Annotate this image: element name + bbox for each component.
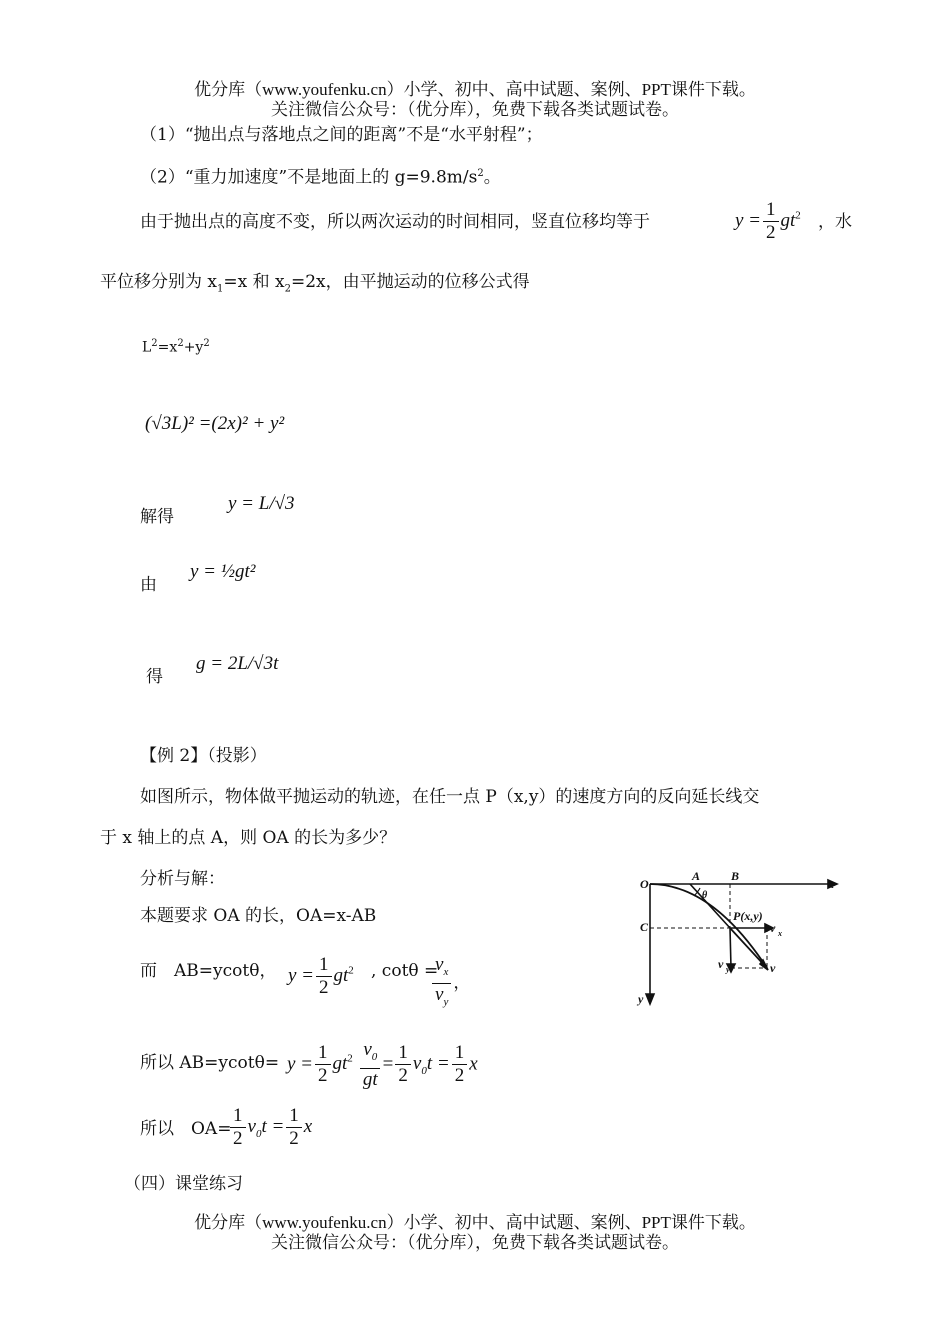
projectile-diagram bbox=[632, 868, 847, 1008]
label-y: y bbox=[638, 992, 644, 1006]
label-a: A bbox=[692, 869, 701, 883]
velocity-vy bbox=[730, 928, 731, 968]
suoyi-ab-label: 所以 AB=ycotθ= bbox=[140, 1053, 280, 1073]
velocity-v bbox=[730, 928, 765, 966]
analysis-label: 分析与解： bbox=[140, 869, 225, 889]
footer-line-1: 优分库（www.youfenku.cn）小学、初中、高中试题、案例、PPT课件下载。 bbox=[194, 1213, 756, 1233]
equation-l2: $L^2=x^2+y^2$ bbox=[142, 338, 210, 356]
formula-y-half-gt2-b: y = $\frac{1}{2}$ $gt^2$ bbox=[288, 954, 354, 998]
formula-vx-vy: $\frac{v_x}{v_y}$ ， bbox=[430, 955, 470, 1012]
para1-tail: ，水 bbox=[818, 212, 852, 232]
note-1: （1）“抛出点与落地点之间的距离”不是“水平射程”； bbox=[140, 125, 543, 145]
para1-line2: 平位移分别为 $x_1=x$ 和 $x_2=2x$，由平抛运动的位移公式得 bbox=[100, 272, 530, 295]
label-b: B bbox=[731, 869, 740, 883]
header-line-1: 优分库（www.youfenku.cn）小学、初中、高中试题、案例、PPT课件下载。 bbox=[194, 80, 756, 100]
trajectory bbox=[650, 884, 767, 968]
footer-line-2: 关注微信公众号：（优分库），免费下载各类试题试卷。 bbox=[271, 1233, 679, 1253]
label-vx-sub: x bbox=[778, 929, 782, 938]
label-vx: v bbox=[770, 921, 776, 935]
suoyi-oa-label: 所以 OA= bbox=[140, 1119, 232, 1139]
label-v: v bbox=[770, 961, 776, 975]
formula-y-half-gt2: y = ½gt² bbox=[190, 561, 256, 582]
analysis-oa-line: 本题要求 OA 的长，OA=x-AB bbox=[140, 906, 377, 926]
analysis-ab-line: 而 AB=ycotθ， bbox=[140, 961, 277, 981]
label-o: O bbox=[640, 877, 649, 891]
example2-question-line1: 如图所示，物体做平抛运动的轨迹，在任一点 P（x,y）的速度方向的反向延长线交 bbox=[140, 787, 760, 807]
formula-y-half-gt2-inline: y = $\frac{1}{2}$ $gt^2$ bbox=[735, 199, 801, 243]
label-you: 由 bbox=[140, 575, 157, 595]
note-2: （2）“重力加速度”不是地面上的 $g=9.8m/s^2$。 bbox=[140, 167, 501, 188]
para1-line1: 由于抛出点的高度不变，所以两次运动的时间相同，竖直位移均等于 bbox=[140, 212, 650, 232]
formula-g: g = 2L/√3t bbox=[196, 653, 279, 674]
practice-heading: （四）课堂练习 bbox=[124, 1174, 243, 1194]
label-vy-sub: y bbox=[726, 965, 730, 974]
formula-y-L-sqrt3: y = L/√3 bbox=[228, 493, 295, 514]
label-jiede: 解得 bbox=[140, 507, 174, 527]
formula-ab-chain: y = $\frac{1}{2}$ $gt^2$ $\frac{v_0}{gt}$ = $\frac{1}{2}$ $v_0t$ = $\frac{1}{2}$ x bbox=[287, 1039, 478, 1090]
label-c: C bbox=[640, 920, 649, 934]
header-line-2: 关注微信公众号：（优分库），免费下载各类试题试卷。 bbox=[271, 100, 679, 120]
equation-sqrt3L: (√3L)² =(2x)² + y² bbox=[145, 413, 285, 434]
label-de: 得 bbox=[146, 667, 163, 687]
tangent-line bbox=[690, 884, 730, 928]
label-p: P(x,y) bbox=[733, 909, 763, 923]
example2-question-line2: 于 x 轴上的点 A，则 OA 的长为多少？ bbox=[100, 828, 397, 848]
example2-title: 【例 2】（投影） bbox=[140, 746, 267, 766]
label-theta: θ bbox=[702, 890, 708, 901]
label-vy: v bbox=[718, 957, 724, 971]
y-axis-arrow bbox=[646, 994, 654, 1004]
formula-oa: $\frac{1}{2}$ $v_0t$ = $\frac{1}{2}$ x bbox=[228, 1106, 312, 1149]
label-x: x bbox=[828, 877, 834, 891]
cot-label: , cotθ = bbox=[371, 961, 439, 981]
